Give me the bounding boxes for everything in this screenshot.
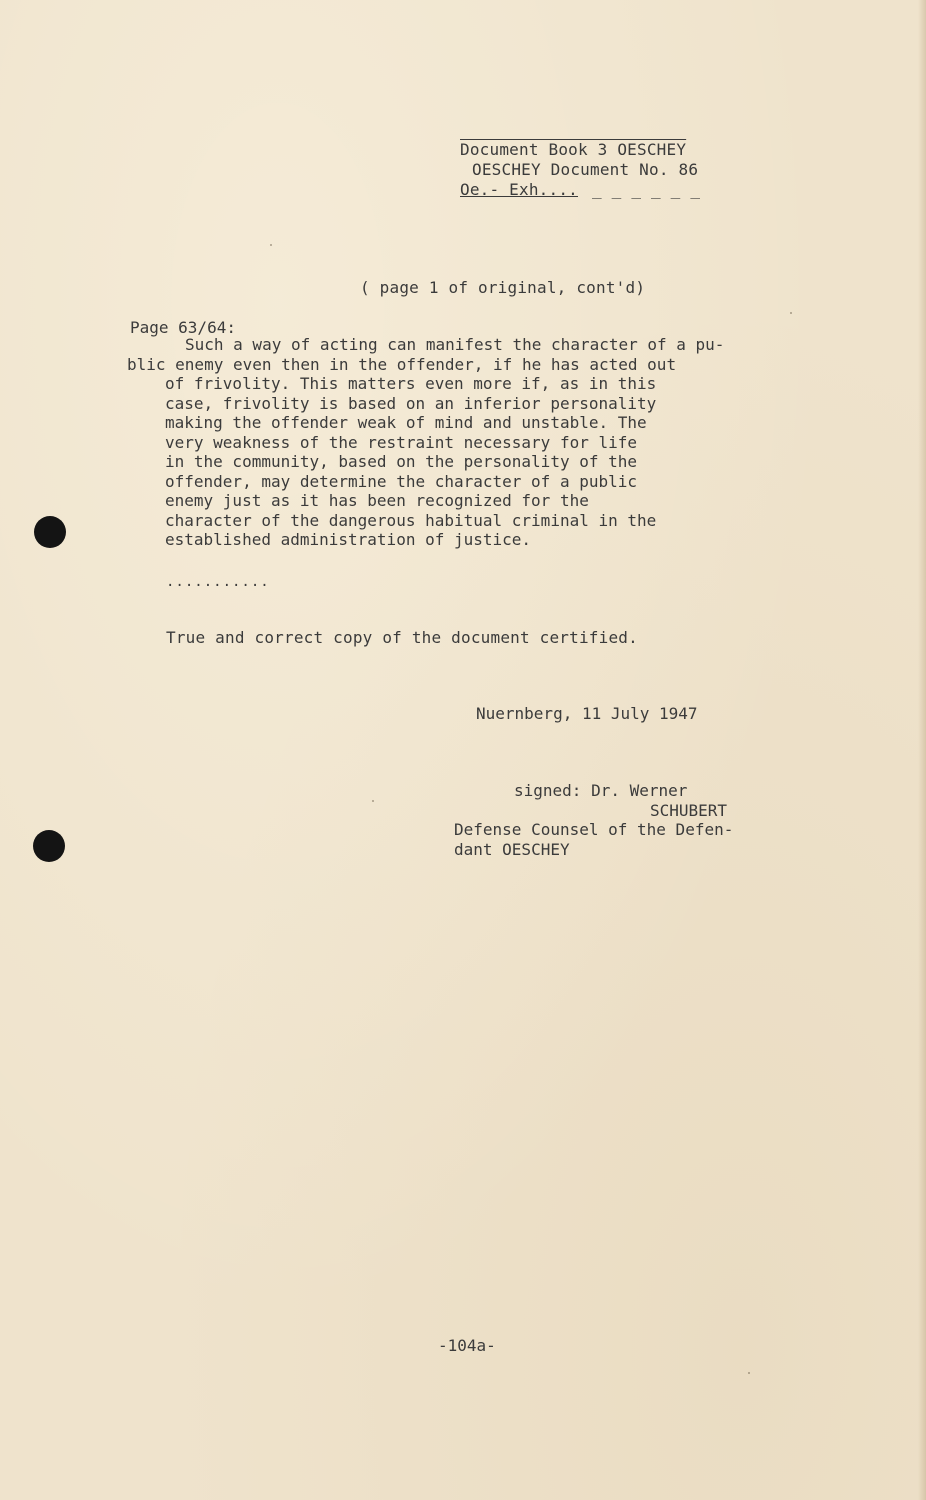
body-line: of frivolity. This matters even more if, as in this: [165, 374, 657, 393]
body-line: case, frivolity is based on an inferior personality: [165, 393, 657, 413]
body-line: character of the dangerous habitual criminal in the: [165, 510, 657, 530]
signature-block: [454, 781, 814, 859]
signer-title: Defense Counsel of the Defen-: [454, 820, 734, 839]
exhibit-blank-dashes: _ _ _ _ _ _: [592, 180, 701, 199]
omission-dots: ...........: [166, 574, 270, 590]
body-line: Such a way of acting can manifest the character of a pu-: [185, 335, 725, 354]
body-line: offender, may determine the character of a public: [165, 471, 638, 491]
paper-speck: [790, 312, 792, 314]
document-number-line: OESCHEY Document No. 86: [472, 160, 699, 179]
paper-speck: [748, 1372, 750, 1374]
punch-hole: [34, 516, 66, 548]
page-number: -104a-: [438, 1336, 496, 1355]
signer-title-continued: dant OESCHEY: [454, 839, 570, 859]
body-line: in the community, based on the personality of the: [165, 452, 638, 471]
body-line: established administration of justice.: [165, 530, 532, 549]
paper-speck: [270, 244, 272, 246]
punch-hole: [33, 830, 65, 862]
place-and-date: Nuernberg, 11 July 1947: [476, 704, 698, 723]
body-line: making the offender weak of mind and unstable. The: [165, 413, 647, 432]
certification-statement: True and correct copy of the document certified.: [166, 628, 638, 647]
page-reference: Page 63/64:: [130, 318, 236, 337]
body-line: blic enemy even then in the offender, if he has acted out: [127, 354, 677, 374]
body-line: very weakness of the restraint necessary for life: [165, 432, 638, 452]
document-book-line: Document Book 3 OESCHEY: [460, 140, 687, 159]
body-paragraph: [127, 335, 845, 550]
paper-speck: [372, 800, 374, 802]
body-line: enemy just as it has been recognized for the: [165, 491, 589, 510]
exhibit-label: Oe.- Exh....: [460, 180, 578, 199]
page-edge-shadow: [918, 0, 926, 1500]
signed-name: signed: Dr. Werner: [514, 781, 688, 800]
signed-surname: SCHUBERT: [650, 800, 728, 820]
page-continuation-note: ( page 1 of original, cont'd): [360, 278, 646, 297]
exhibit-line: [460, 180, 760, 200]
document-header: [460, 140, 760, 200]
